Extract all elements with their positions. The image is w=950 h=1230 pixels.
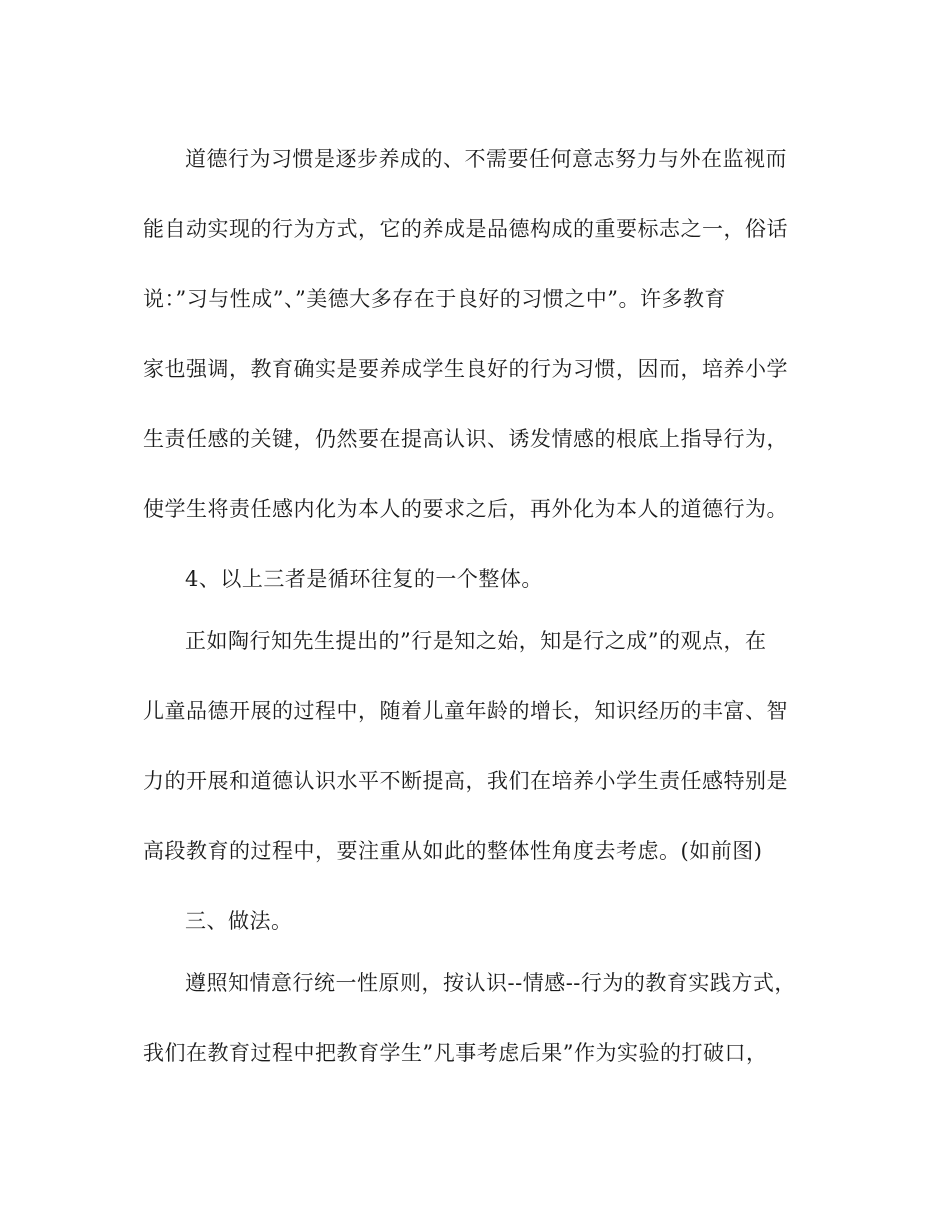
- paragraph-line: 说：”习与性成”、”美德大多存在于良好的习惯之中”。许多教育: [143, 287, 726, 311]
- paragraph-line: 使学生将责任感内化为本人的要求之后，再外化为本人的道德行为。: [143, 497, 788, 521]
- paragraph-line: 儿童品德开展的过程中，随着儿童年龄的增长，知识经历的丰富、智: [143, 699, 788, 723]
- paragraph-line: 遵照知情意行统一性原则，按认识--情感--行为的教育实践方式，: [185, 971, 796, 995]
- section-item-heading: 4、以上三者是循环往复的一个整体。: [185, 567, 543, 591]
- paragraph-line: 正如陶行知先生提出的”行是知之始，知是行之成”的观点，在: [185, 629, 767, 653]
- paragraph-line: 我们在教育过程中把教育学生”凡事考虑后果”作为实验的打破口，: [143, 1041, 768, 1065]
- paragraph-line: 力的开展和道德认识水平不断提高，我们在培养小学生责任感特别是: [143, 769, 788, 793]
- paragraph-line: 道德行为习惯是逐步养成的、不需要任何意志努力与外在监视而: [185, 147, 787, 171]
- paragraph-line: 能自动实现的行为方式，它的养成是品德构成的重要标志之一，俗话: [143, 217, 788, 241]
- paragraph-line: 生责任感的关键，仍然要在提高认识、诱发情感的根底上指导行为，: [143, 427, 788, 451]
- paragraph-line: 家也强调，教育确实是要养成学生良好的行为习惯，因而，培养小学: [143, 357, 788, 381]
- paragraph-line: 高段教育的过程中，要注重从如此的整体性角度去考虑。(如前图): [143, 839, 763, 863]
- section-heading: 三、做法。: [185, 909, 293, 933]
